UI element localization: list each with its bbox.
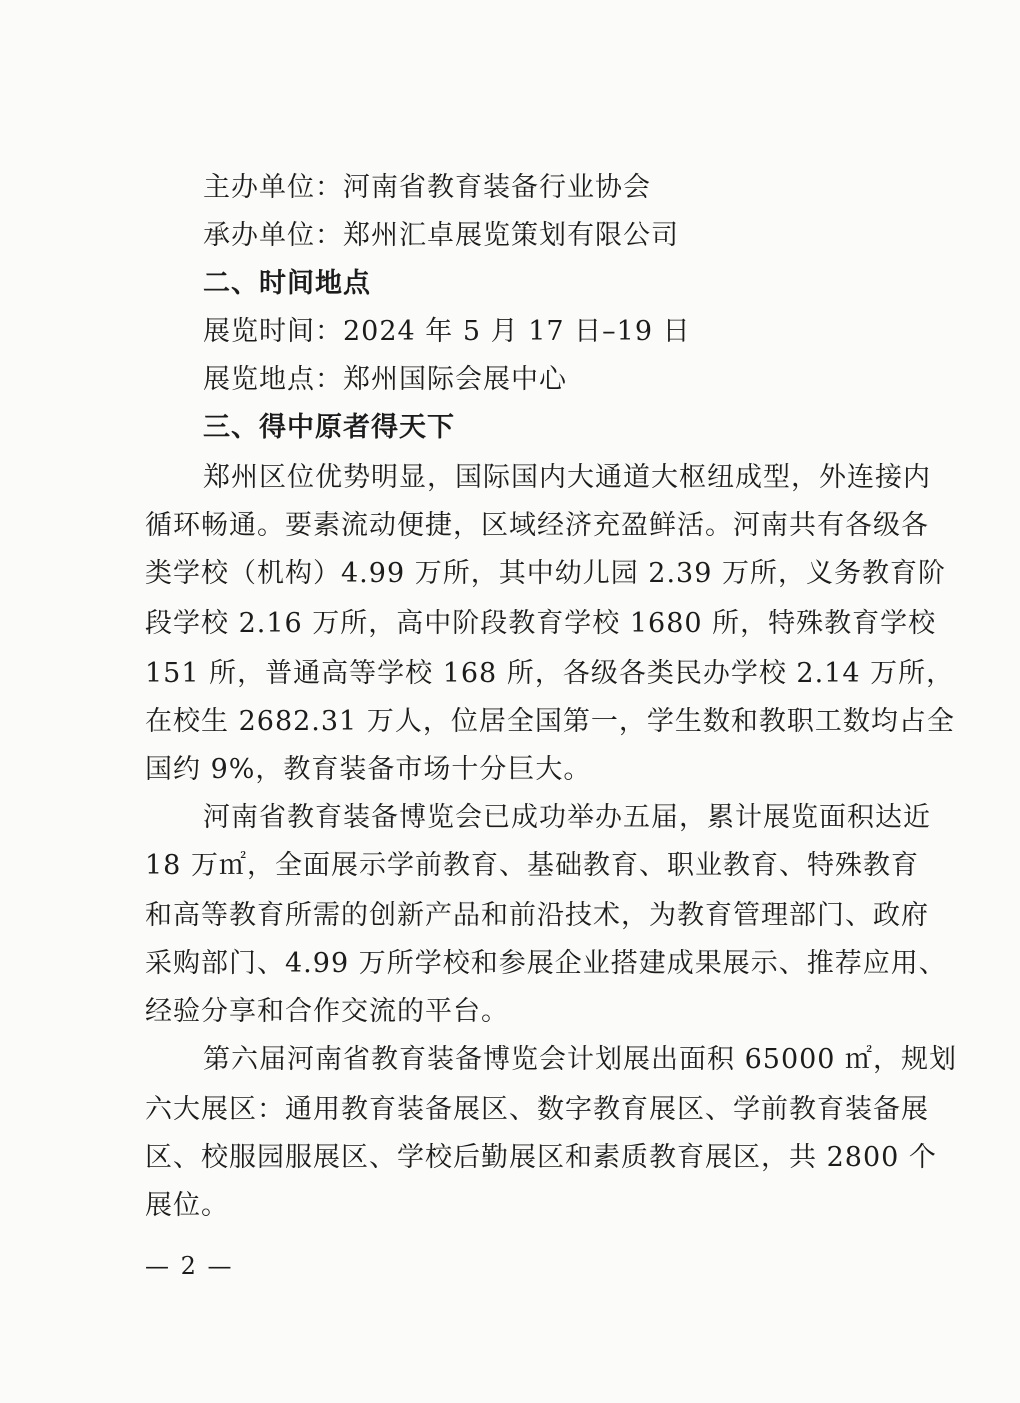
para2-line: 河南省教育装备博览会已成功举办五届，累计展览面积达近 [203, 802, 931, 833]
undertaker-label: 承办单位： [203, 220, 343, 251]
para1-line: 段学校 2.16 万所，高中阶段教育学校 1680 所，特殊教育学校 [145, 608, 937, 639]
para1-line: 在校生 2682.31 万人，位居全国第一，学生数和教职工数均占全 [145, 706, 955, 737]
para3-line: 区、校服园服展区、学校后勤展区和素质教育展区，共 2800 个 [145, 1142, 937, 1173]
para1-line: 郑州区位优势明显，国际国内大通道大枢纽成型，外连接内 [203, 462, 931, 493]
organizer-line [203, 168, 651, 208]
para2-line: 18 万㎡，全面展示学前教育、基础教育、职业教育、特殊教育 [145, 850, 919, 881]
para3-line: 六大展区：通用教育装备展区、数字教育展区、学前教育装备展 [145, 1094, 929, 1125]
exhibition-venue-label: 展览地点： [203, 364, 343, 395]
exhibition-time-label: 展览时间： [203, 316, 343, 347]
para1-line: 国约 9%，教育装备市场十分巨大。 [145, 754, 592, 785]
page-number: — 2 — [145, 1252, 234, 1280]
para1-line: 151 所，普通高等学校 168 所，各级各类民办学校 2.14 万所， [145, 658, 955, 689]
exhibition-time-value: 2024 年 5 月 17 日–19 日 [343, 316, 691, 347]
organizer-label: 主办单位： [203, 172, 343, 203]
para1-line: 类学校（机构）4.99 万所，其中幼儿园 2.39 万所，义务教育阶 [145, 558, 946, 589]
organizer-value: 河南省教育装备行业协会 [343, 172, 651, 203]
para2-line: 采购部门、4.99 万所学校和参展企业搭建成果展示、推荐应用、 [145, 948, 947, 979]
undertaker-value: 郑州汇卓展览策划有限公司 [343, 220, 679, 251]
para3-line: 第六届河南省教育装备博览会计划展出面积 65000 ㎡，规划 [203, 1044, 958, 1075]
para2-line: 经验分享和合作交流的平台。 [145, 996, 509, 1027]
section-3-heading: 三、得中原者得天下 [203, 412, 455, 443]
exhibition-venue-value: 郑州国际会展中心 [343, 364, 567, 395]
undertaker-line [203, 216, 679, 256]
para3-line: 展位。 [145, 1190, 229, 1221]
para1-line: 循环畅通。要素流动便捷，区域经济充盈鲜活。河南共有各级各 [145, 510, 929, 541]
section-2-heading: 二、时间地点 [203, 268, 371, 299]
para2-line: 和高等教育所需的创新产品和前沿技术，为教育管理部门、政府 [145, 900, 929, 931]
exhibition-venue-line [203, 360, 567, 400]
exhibition-time-line [203, 312, 691, 352]
